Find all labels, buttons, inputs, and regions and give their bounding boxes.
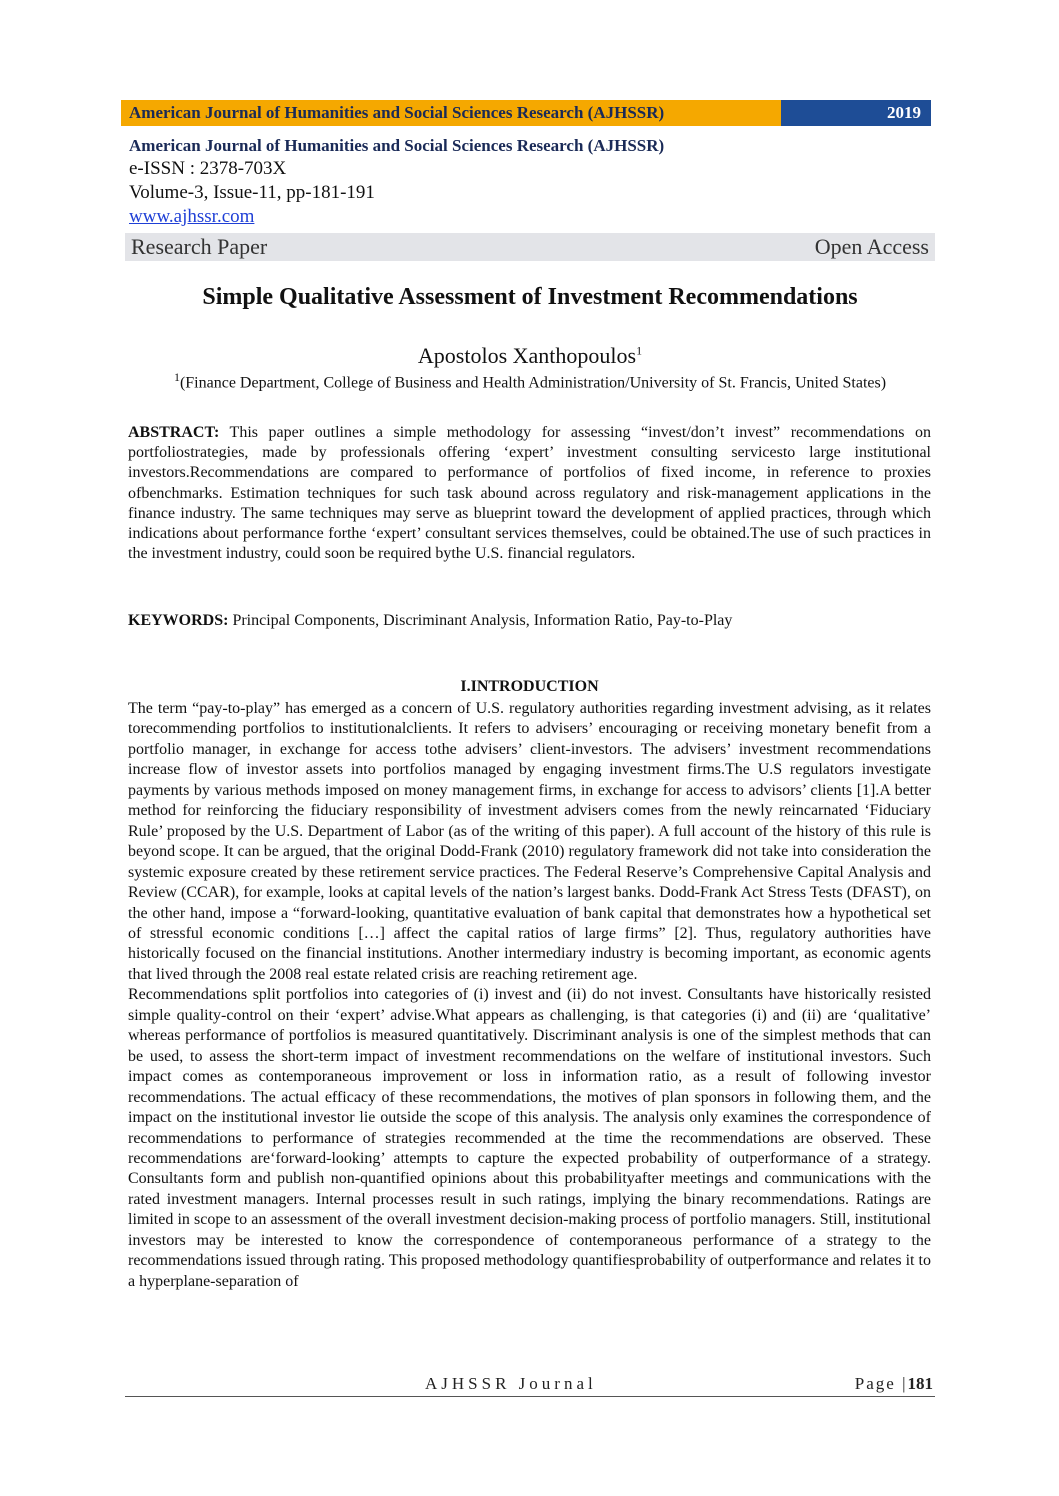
affiliation-text: (Finance Department, College of Business and Health Administration/University of St. Francis, United States) [179,374,887,392]
paper-title: Simple Qualitative Assessment of Investment Recommendations [202,284,858,310]
page-footer [125,1374,935,1397]
footer-journal: AJHSSR Journal [425,1374,597,1393]
section-heading: I.INTRODUCTION [460,678,599,695]
paper-type-bar [125,233,935,261]
journal-banner [121,100,931,126]
paragraph: The term “pay-to-play” has emerged as a concern of U.S. regulatory authorities regarding investment advising, as it relates torecommending portfolios to institutionalclients. It refers to advisers’ encouraging or receiving monetary benefit from a portfolio manager, in exchange for access tothe advisers’ client-investors. The advisers’ investment recommendations increase flow of investor assets into portfolios managed by engaging investment firms.The U.S regulators investigate payments by various methods imposed on money management firms, in exchange for access to advisors’ clients [1].A better method for reinforcing the fiduciary responsibility of investment advisers comes from the newly reincarnated ‘Fiduciary Rule’ proposed by the U.S. Department of Labor (as of the writing of this paper). A full account of the history of this rule is beyond scope. It can be argued, that the original Dodd-Frank (2010) regulatory framework did not take into consideration the systemic exposure created by these retirement service practices. The Federal Reserve’s Comprehensive Capital Analysis and Review (CCAR), for example, looks at capital levels of the nation’s largest banks. Dodd-Frank Act Stress Tests (DFAST), on the other hand, impose a “forward-looking, quantitative evaluation of bank capital that demonstrates how a hypothetical set of stressful economic conditions […] affect the capital ratios of large firms” [2]. Thus, regulatory authorities have historically focused on the financial institutions. Another intermediary industry is becoming important, as economic agents that lived through the 2008 real estate related crisis are reaching retirement age. [128,700,931,983]
journal-info [129,135,931,229]
keywords-text: Principal Components, Discriminant Analysis, Information Ratio, Pay-to-Play [228,612,733,629]
keywords [128,611,931,631]
banner-year: 2019 [781,100,931,126]
abstract-text: This paper outlines a simple methodology for assessing “invest/don’t invest” recommendations on portfoliostrategies, made by professionals offering ‘expert’ investment consulting servicesto large institutional investors.Recommendations are compared to performance of portfolios of fixed income, in reference to proxies ofbenchmarks. Estimation techniques for such task abound across regulatory and risk-management applications in the finance industry. The same techniques may serve as blueprint toward the development of applied practices, through which indications about performance forthe ‘expert’ consultant services themselves, could be obtained.The use of such practices in the investment industry, could soon be required bythe U.S. financial regulators. [128,424,931,563]
banner-journal-name: American Journal of Humanities and Social Sciences Research (AJHSSR) [121,100,781,126]
paragraph: Recommendations split portfolios into categories of (i) invest and (ii) do not invest. Consultants have historically resisted simple quality-control on their ‘expert’ advise.What appears as challenging, is that categories (i) and (ii) are ‘qualitative’ whereas performance of portfolios is measured quantitatively. Discriminant analysis is one of the simplest methods that can be used, to assess the short-term impact of investment recommendations on the welfare of institutional investors. Such impact comes as contemporaneous improvement or loss in information ratio, as a result of following investor recommendations. The actual efficacy of these recommendations, the motives of plan sponsors in following them, and the impact on the institutional investor lie outside the scope of this analysis. The analysis only examines the correspondence of recommendations to performance of strategies recommended at the time the recommendations are observed. These recommendations are‘forward-looking’ attempts to capture the expected probability of outperformance of a strategy. Consultants form and publish non-quantified opinions about this probabilityafter meetings and communications with the rated investment managers. Internal processes result in such ratings, implying the binary recommendations. Ratings are limited in scope to an assessment of the overall investment decision-making process of portfolio managers. Still, institutional investors may be interested to know the correspondence of contemporaneous performance of a strategy to the recommendations issued through rating. This proposed methodology quantifiesprobability of outperformance and relates it to a hyperplane-separation of [128,986,931,1290]
author-superscript: 1 [636,343,643,358]
journal-name: American Journal of Humanities and Social Sciences Research (AJHSSR) [129,136,665,155]
author-name: Apostolos Xanthopoulos [417,343,637,368]
keywords-label: KEYWORDS: [128,612,229,629]
author-line [60,343,1000,369]
abstract [128,423,931,564]
affiliation [60,370,1000,392]
section-body [128,699,931,1292]
journal-volume: Volume-3, Issue-11, pp-181-191 [129,182,375,203]
affiliation-superscript: 1 [173,370,180,384]
footer-page-label: Page | [854,1374,908,1393]
footer-page-number: 181 [907,1374,933,1393]
journal-url-link[interactable]: www.ajhssr.com [129,206,255,227]
footer-page [855,1374,933,1394]
access-type-label: Open Access [814,234,929,259]
paper-type-label: Research Paper [131,234,268,259]
abstract-label: ABSTRACT: [128,424,220,441]
journal-issn: e-ISSN : 2378-703X [129,158,287,179]
